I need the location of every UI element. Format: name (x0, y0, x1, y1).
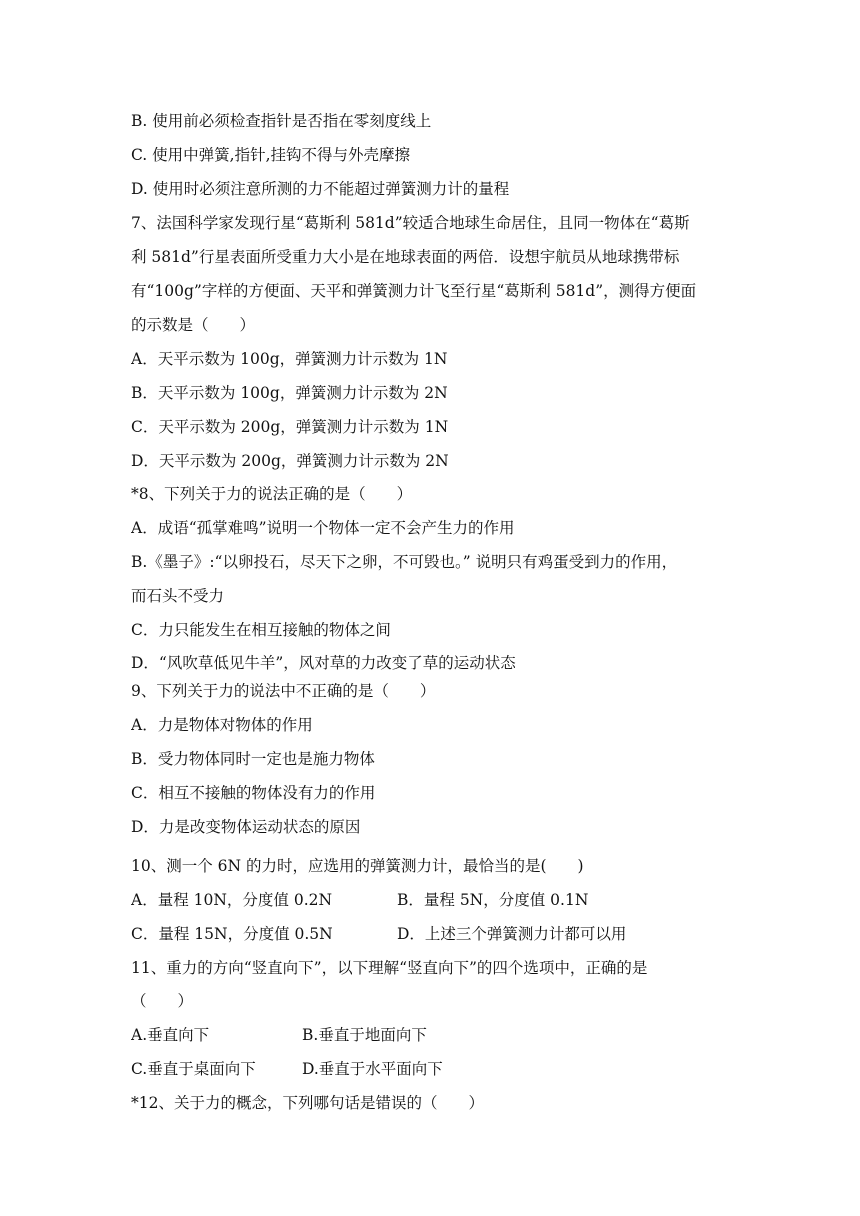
q11-option-b: B.垂直于地面向下 (302, 1026, 427, 1044)
q9-option-a: A．力是物体对物体的作用 (131, 716, 313, 734)
q11-stem-line-1: 11、重力的方向“竖直向下”，以下理解“竖直向下”的四个选项中，正确的是 (131, 959, 648, 977)
q8-option-b-line-2: 而石头不受力 (131, 587, 225, 605)
q10-option-b: B．量程 5N，分度值 0.1N (397, 891, 589, 909)
q7-stem-line-3: 有“100g”字样的方便面、天平和弹簧测力计飞至行星“葛斯利 581d”，测得方便面 (131, 282, 697, 300)
q10-option-a: A．量程 10N，分度值 0.2N (131, 891, 333, 909)
q8-option-d: D．“风吹草低见牛羊”，风对草的力改变了草的运动状态 (131, 654, 516, 672)
q8-option-c: C．力只能发生在相互接触的物体之间 (131, 621, 391, 639)
q7-option-a: A．天平示数为 100g，弹簧测力计示数为 1N (131, 350, 448, 368)
q6-option-c: C. 使用中弹簧,指针,挂钩不得与外壳摩擦 (131, 146, 411, 164)
q7-stem-line-4: 的示数是（ ） (131, 316, 256, 334)
q10-option-d: D．上述三个弹簧测力计都可以用 (397, 925, 627, 943)
q11-option-d: D.垂直于水平面向下 (302, 1060, 443, 1078)
q9-stem: 9、下列关于力的说法中不正确的是（ ） (131, 682, 436, 700)
q9-option-b: B．受力物体同时一定也是施力物体 (131, 750, 375, 768)
q11-option-a: A.垂直向下 (131, 1026, 210, 1044)
q10-stem: 10、测一个 6N 的力时，应选用的弹簧测力计，最恰当的是( ) (131, 857, 584, 875)
q7-option-c: C．天平示数为 200g，弹簧测力计示数为 1N (131, 418, 449, 436)
q6-option-b: B. 使用前必须检查指针是否指在零刻度线上 (131, 112, 432, 130)
q6-option-d: D. 使用时必须注意所测的力不能超过弹簧测力计的量程 (131, 180, 510, 198)
q11-stem-line-2: （ ） (131, 992, 194, 1010)
q11-option-c: C.垂直于桌面向下 (131, 1060, 256, 1078)
q10-option-c: C．量程 15N，分度值 0.5N (131, 925, 333, 943)
q8-option-b-line-1: B.《墨子》:“以卵投石，尽天下之卵，不可毁也。” 说明只有鸡蛋受到力的作用， (131, 553, 678, 571)
q7-option-d: D．天平示数为 200g，弹簧测力计示数为 2N (131, 452, 449, 470)
q12-stem: *12、关于力的概念，下列哪句话是错误的（ ） (131, 1094, 484, 1112)
q9-option-d: D．力是改变物体运动状态的原因 (131, 818, 361, 836)
q7-stem-line-2: 利 581d”行星表面所受重力大小是在地球表面的两倍．设想宇航员从地球携带标 (131, 248, 680, 266)
q8-stem: *8、下列关于力的说法正确的是（ ） (131, 485, 413, 503)
q7-stem-line-1: 7、法国科学家发现行星“葛斯利 581d”较适合地球生命居住，且同一物体在“葛斯 (131, 214, 690, 232)
q7-option-b: B．天平示数为 100g，弹簧测力计示数为 2N (131, 384, 448, 402)
q8-option-a: A．成语“孤掌难鸣”说明一个物体一定不会产生力的作用 (131, 519, 515, 537)
q9-option-c: C．相互不接触的物体没有力的作用 (131, 784, 376, 802)
